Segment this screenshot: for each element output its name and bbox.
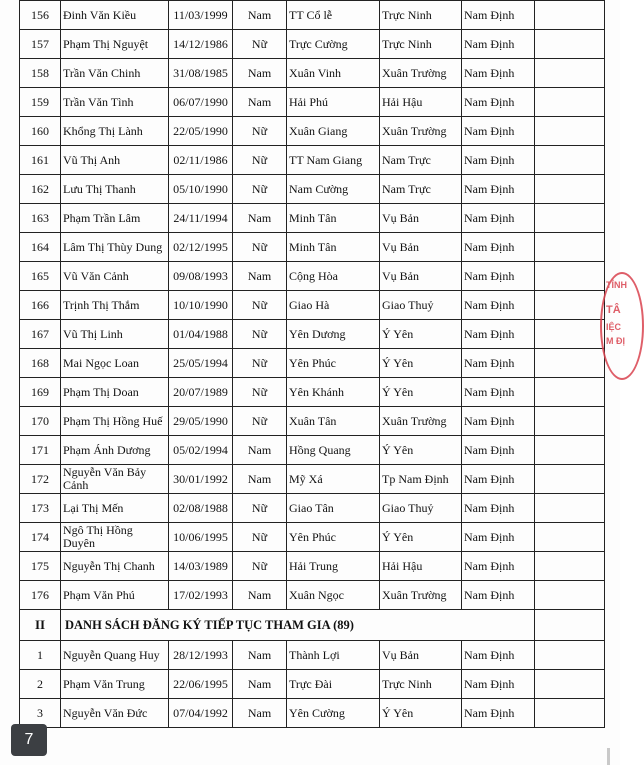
- full-name-cell: Phạm Thị Doan: [61, 378, 169, 407]
- full-name-cell: Lưu Thị Thanh: [61, 175, 169, 204]
- gender-cell: Nam: [233, 699, 287, 728]
- birth-date-cell: 22/06/1995: [169, 670, 233, 699]
- birth-date-cell: 25/05/1994: [169, 349, 233, 378]
- birth-date-cell: 24/11/1994: [169, 204, 233, 233]
- empty-cell: [535, 407, 605, 436]
- empty-cell: [535, 436, 605, 465]
- empty-cell: [535, 641, 605, 670]
- gender-cell: Nam: [233, 465, 287, 494]
- gender-cell: Nam: [233, 670, 287, 699]
- full-name-cell: Đinh Văn Kiều: [61, 1, 169, 30]
- commune-cell: Xuân Ngọc: [287, 581, 380, 610]
- birth-date-cell: 28/12/1993: [169, 641, 233, 670]
- roster-body-continued: [20, 1, 605, 610]
- province-cell: Nam Định: [462, 320, 535, 349]
- province-cell: Nam Định: [462, 378, 535, 407]
- table-row: [20, 494, 605, 523]
- full-name-cell: Trần Văn Chinh: [61, 59, 169, 88]
- full-name-cell: Phạm Thị Nguyệt: [61, 30, 169, 59]
- district-cell: Ý Yên: [380, 523, 462, 552]
- table-row: [20, 88, 605, 117]
- full-name-cell: Nguyễn Thị Chanh: [61, 552, 169, 581]
- commune-cell: Hải Trung: [287, 552, 380, 581]
- gender-cell: Nữ: [233, 378, 287, 407]
- empty-cell: [535, 1, 605, 30]
- gender-cell: Nam: [233, 204, 287, 233]
- province-cell: Nam Định: [462, 581, 535, 610]
- commune-cell: TT Cổ lễ: [287, 1, 380, 30]
- birth-date-cell: 01/04/1988: [169, 320, 233, 349]
- district-cell: Xuân Trường: [380, 117, 462, 146]
- full-name-cell: Vũ Thị Linh: [61, 320, 169, 349]
- full-name-cell: Lại Thị Mến: [61, 494, 169, 523]
- full-name-cell: Trần Văn Tình: [61, 88, 169, 117]
- empty-cell: [535, 204, 605, 233]
- empty-cell: [535, 552, 605, 581]
- row-number-cell: 157: [20, 30, 61, 59]
- birth-date-cell: 07/04/1992: [169, 699, 233, 728]
- birth-date-cell: 30/01/1992: [169, 465, 233, 494]
- full-name-cell: Phạm Ánh Dương: [61, 436, 169, 465]
- empty-cell: [535, 494, 605, 523]
- commune-cell: Yên Dương: [287, 320, 380, 349]
- district-cell: Vụ Bản: [380, 233, 462, 262]
- red-seal-stamp: TỈNH TÂ IỆC M ĐỊ: [600, 272, 644, 380]
- commune-cell: Yên Khánh: [287, 378, 380, 407]
- table-row: [20, 552, 605, 581]
- gender-cell: Nữ: [233, 291, 287, 320]
- empty-cell: [535, 581, 605, 610]
- birth-date-cell: 06/07/1990: [169, 88, 233, 117]
- district-cell: Ý Yên: [380, 699, 462, 728]
- birth-date-cell: 17/02/1993: [169, 581, 233, 610]
- district-cell: Vụ Bản: [380, 262, 462, 291]
- commune-cell: Cộng Hòa: [287, 262, 380, 291]
- page-number-badge[interactable]: 7: [11, 724, 47, 756]
- birth-date-cell: 02/12/1995: [169, 233, 233, 262]
- section-number: II: [20, 610, 61, 641]
- row-number-cell: 173: [20, 494, 61, 523]
- full-name-cell: Ngô Thị Hồng Duyên: [61, 523, 169, 552]
- roster-body-section-2: [20, 641, 605, 728]
- commune-cell: Hồng Quang: [287, 436, 380, 465]
- birth-date-cell: 09/08/1993: [169, 262, 233, 291]
- empty-cell: [535, 349, 605, 378]
- table-row: [20, 581, 605, 610]
- row-number-cell: 171: [20, 436, 61, 465]
- birth-date-cell: 14/12/1986: [169, 30, 233, 59]
- province-cell: Nam Định: [462, 407, 535, 436]
- empty-cell: [535, 291, 605, 320]
- section-row: [20, 610, 605, 641]
- province-cell: Nam Định: [462, 291, 535, 320]
- birth-date-cell: 31/08/1985: [169, 59, 233, 88]
- empty-cell: [535, 320, 605, 349]
- table-row: [20, 407, 605, 436]
- province-cell: Nam Định: [462, 552, 535, 581]
- province-cell: Nam Định: [462, 465, 535, 494]
- province-cell: Nam Định: [462, 88, 535, 117]
- empty-cell: [535, 30, 605, 59]
- province-cell: Nam Định: [462, 233, 535, 262]
- row-number-cell: 158: [20, 59, 61, 88]
- empty-cell: [535, 88, 605, 117]
- commune-cell: Xuân Tân: [287, 407, 380, 436]
- birth-date-cell: 05/10/1990: [169, 175, 233, 204]
- district-cell: Ý Yên: [380, 378, 462, 407]
- table-row: [20, 262, 605, 291]
- table-row: [20, 523, 605, 552]
- district-cell: Nam Trực: [380, 175, 462, 204]
- table-row: [20, 117, 605, 146]
- province-cell: Nam Định: [462, 699, 535, 728]
- empty-cell: [535, 117, 605, 146]
- commune-cell: Giao Hà: [287, 291, 380, 320]
- gender-cell: Nam: [233, 436, 287, 465]
- province-cell: Nam Định: [462, 30, 535, 59]
- province-cell: Nam Định: [462, 262, 535, 291]
- row-number-cell: 160: [20, 117, 61, 146]
- gender-cell: Nam: [233, 262, 287, 291]
- birth-date-cell: 11/03/1999: [169, 1, 233, 30]
- full-name-cell: Phạm Văn Trung: [61, 670, 169, 699]
- birth-date-cell: 10/10/1990: [169, 291, 233, 320]
- full-name-cell: Phạm Trần Lâm: [61, 204, 169, 233]
- table-row: [20, 233, 605, 262]
- gender-cell: Nữ: [233, 146, 287, 175]
- empty-cell: [535, 378, 605, 407]
- table-row: [20, 175, 605, 204]
- row-number-cell: 163: [20, 204, 61, 233]
- birth-date-cell: 20/07/1989: [169, 378, 233, 407]
- table-row: [20, 670, 605, 699]
- district-cell: Vụ Bản: [380, 204, 462, 233]
- row-number-cell: 162: [20, 175, 61, 204]
- full-name-cell: Phạm Thị Hồng Huế: [61, 407, 169, 436]
- birth-date-cell: 02/08/1988: [169, 494, 233, 523]
- empty-cell: [535, 670, 605, 699]
- full-name-cell: Nguyễn Quang Huy: [61, 641, 169, 670]
- row-number-cell: 170: [20, 407, 61, 436]
- province-cell: Nam Định: [462, 146, 535, 175]
- province-cell: Nam Định: [462, 204, 535, 233]
- district-cell: Ý Yên: [380, 320, 462, 349]
- empty-cell: [535, 146, 605, 175]
- commune-cell: TT Nam Giang: [287, 146, 380, 175]
- row-number-cell: 167: [20, 320, 61, 349]
- row-number-cell: 174: [20, 523, 61, 552]
- province-cell: Nam Định: [462, 523, 535, 552]
- district-cell: Ý Yên: [380, 436, 462, 465]
- commune-cell: Yên Phúc: [287, 523, 380, 552]
- table-row: [20, 465, 605, 494]
- empty-cell: [535, 262, 605, 291]
- full-name-cell: Lâm Thị Thùy Dung: [61, 233, 169, 262]
- district-cell: Xuân Trường: [380, 581, 462, 610]
- province-cell: Nam Định: [462, 175, 535, 204]
- commune-cell: Giao Tân: [287, 494, 380, 523]
- row-number-cell: 175: [20, 552, 61, 581]
- commune-cell: Xuân Giang: [287, 117, 380, 146]
- gender-cell: Nam: [233, 88, 287, 117]
- table-row: [20, 59, 605, 88]
- commune-cell: Trực Đài: [287, 670, 380, 699]
- province-cell: Nam Định: [462, 349, 535, 378]
- full-name-cell: Nguyễn Văn Đức: [61, 699, 169, 728]
- province-cell: Nam Định: [462, 436, 535, 465]
- birth-date-cell: 02/11/1986: [169, 146, 233, 175]
- birth-date-cell: 22/05/1990: [169, 117, 233, 146]
- birth-date-cell: 29/05/1990: [169, 407, 233, 436]
- empty-cell: [535, 59, 605, 88]
- commune-cell: Nam Cường: [287, 175, 380, 204]
- province-cell: Nam Định: [462, 59, 535, 88]
- province-cell: Nam Định: [462, 641, 535, 670]
- gender-cell: Nữ: [233, 30, 287, 59]
- gender-cell: Nữ: [233, 552, 287, 581]
- table-row: [20, 1, 605, 30]
- commune-cell: Yên Cường: [287, 699, 380, 728]
- commune-cell: Trực Cường: [287, 30, 380, 59]
- row-number-cell: 3: [20, 699, 61, 728]
- district-cell: Hải Hậu: [380, 88, 462, 117]
- birth-date-cell: 10/06/1995: [169, 523, 233, 552]
- gender-cell: Nữ: [233, 320, 287, 349]
- district-cell: Tp Nam Định: [380, 465, 462, 494]
- table-row: [20, 30, 605, 59]
- row-number-cell: 166: [20, 291, 61, 320]
- gender-cell: Nữ: [233, 117, 287, 146]
- scrollbar-thumb[interactable]: [607, 748, 610, 765]
- district-cell: Xuân Trường: [380, 407, 462, 436]
- full-name-cell: Phạm Văn Phú: [61, 581, 169, 610]
- district-cell: Hải Hậu: [380, 552, 462, 581]
- row-number-cell: 164: [20, 233, 61, 262]
- row-number-cell: 156: [20, 1, 61, 30]
- commune-cell: Hải Phú: [287, 88, 380, 117]
- gender-cell: Nam: [233, 1, 287, 30]
- section-title: DANH SÁCH ĐĂNG KÝ TIẾP TỤC THAM GIA (89): [61, 610, 535, 641]
- empty-cell: [535, 233, 605, 262]
- commune-cell: Thành Lợi: [287, 641, 380, 670]
- row-number-cell: 165: [20, 262, 61, 291]
- gender-cell: Nam: [233, 581, 287, 610]
- row-number-cell: 1: [20, 641, 61, 670]
- district-cell: Trực Ninh: [380, 30, 462, 59]
- full-name-cell: Vũ Văn Cảnh: [61, 262, 169, 291]
- district-cell: Trực Ninh: [380, 1, 462, 30]
- table-row: [20, 320, 605, 349]
- district-cell: Giao Thuỷ: [380, 291, 462, 320]
- province-cell: Nam Định: [462, 670, 535, 699]
- empty-cell: [535, 699, 605, 728]
- gender-cell: Nữ: [233, 523, 287, 552]
- province-cell: Nam Định: [462, 494, 535, 523]
- row-number-cell: 169: [20, 378, 61, 407]
- row-number-cell: 176: [20, 581, 61, 610]
- gender-cell: Nam: [233, 641, 287, 670]
- birth-date-cell: 14/03/1989: [169, 552, 233, 581]
- table-row: [20, 436, 605, 465]
- district-cell: Vụ Bản: [380, 641, 462, 670]
- commune-cell: Yên Phúc: [287, 349, 380, 378]
- gender-cell: Nữ: [233, 233, 287, 262]
- district-cell: Trực Ninh: [380, 670, 462, 699]
- district-cell: Ý Yên: [380, 349, 462, 378]
- district-cell: Giao Thuỷ: [380, 494, 462, 523]
- table-row: [20, 204, 605, 233]
- province-cell: Nam Định: [462, 117, 535, 146]
- row-number-cell: 161: [20, 146, 61, 175]
- row-number-cell: 168: [20, 349, 61, 378]
- table-row: [20, 699, 605, 728]
- full-name-cell: Khổng Thị Lành: [61, 117, 169, 146]
- empty-cell: [535, 465, 605, 494]
- gender-cell: Nữ: [233, 349, 287, 378]
- commune-cell: Minh Tân: [287, 233, 380, 262]
- table-row: [20, 349, 605, 378]
- roster-table: [19, 0, 605, 728]
- commune-cell: Minh Tân: [287, 204, 380, 233]
- table-row: [20, 378, 605, 407]
- district-cell: Nam Trực: [380, 146, 462, 175]
- full-name-cell: Nguyễn Văn Bảy Cảnh: [61, 465, 169, 494]
- row-number-cell: 159: [20, 88, 61, 117]
- full-name-cell: Mai Ngọc Loan: [61, 349, 169, 378]
- gender-cell: Nữ: [233, 407, 287, 436]
- commune-cell: Xuân Vinh: [287, 59, 380, 88]
- gender-cell: Nam: [233, 59, 287, 88]
- empty-cell: [535, 610, 605, 641]
- table-row: [20, 641, 605, 670]
- empty-cell: [535, 175, 605, 204]
- gender-cell: Nữ: [233, 175, 287, 204]
- district-cell: Xuân Trường: [380, 59, 462, 88]
- table-row: [20, 291, 605, 320]
- birth-date-cell: 05/02/1994: [169, 436, 233, 465]
- commune-cell: Mỹ Xá: [287, 465, 380, 494]
- gender-cell: Nữ: [233, 494, 287, 523]
- row-number-cell: 172: [20, 465, 61, 494]
- full-name-cell: Vũ Thị Anh: [61, 146, 169, 175]
- province-cell: Nam Định: [462, 1, 535, 30]
- empty-cell: [535, 523, 605, 552]
- row-number-cell: 2: [20, 670, 61, 699]
- full-name-cell: Trịnh Thị Thắm: [61, 291, 169, 320]
- section-header: [20, 610, 605, 641]
- table-row: [20, 146, 605, 175]
